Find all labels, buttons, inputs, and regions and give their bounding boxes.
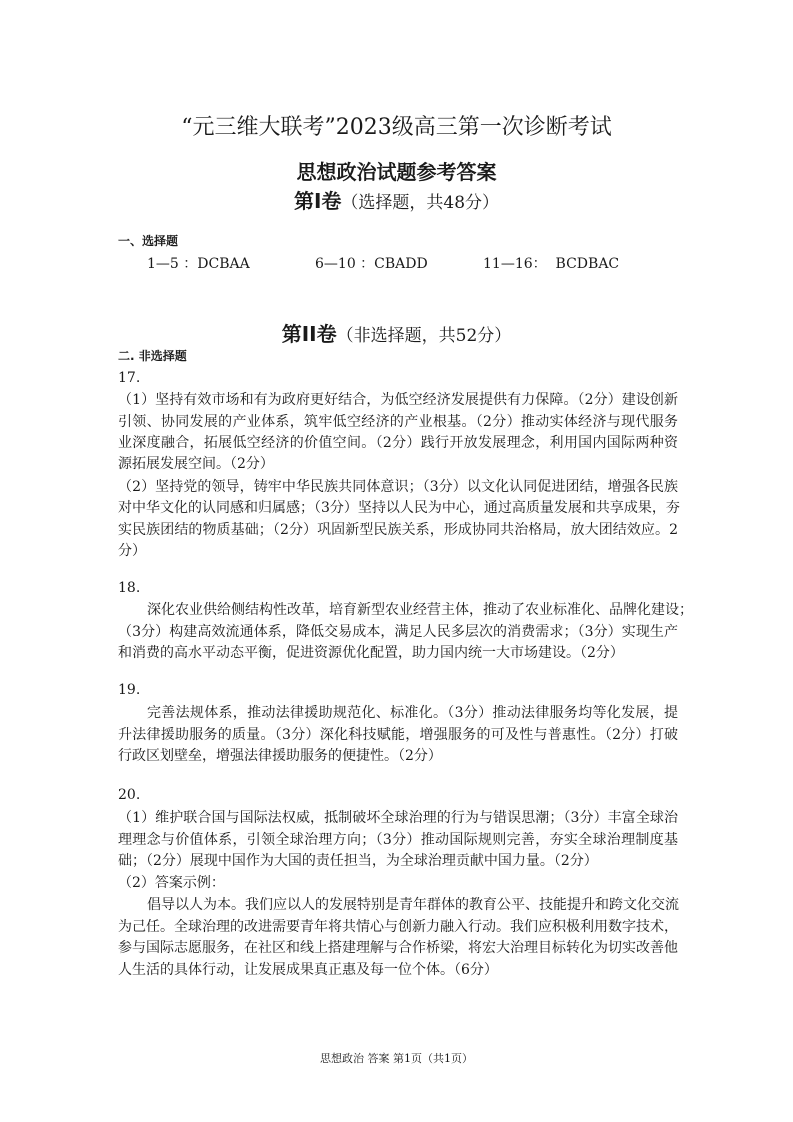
answer-range: 11—16： [483,256,547,272]
question-number: 20. [118,787,141,803]
answer-line: 分） [118,543,146,559]
answer-group-2 [315,254,428,274]
document-subtitle: 思想政治试题参考答案 [296,160,497,184]
answer-value: BCDBAC [555,256,620,272]
answer-line: （1）坚持有效市场和有为政府更好结合，为低空经济发展提供有力保障。（2分）建设创新 [118,392,678,408]
answer-line: 理理念与价值体系，引领全球治理方向；（3分）推动国际规则完善，夯实全球治理制度基 [118,832,678,848]
answer-line: （3分）构建高效流通体系，降低交易成本，满足人民多层次的消费需求；（3分）实现生产 [118,624,678,640]
part1-note: （选择题，共48分） [341,193,500,213]
answer-line: 升法律援助服务的质量。（3分）深化科技赋能，增强服务的可及性与普惠性。（2分）打破 [118,727,678,743]
answer-range: 1—5 ： [147,256,198,272]
answer-line: 和消费的高水平动态平衡，促进资源优化配置，助力国内统一大市场建设。（2分） [118,645,624,661]
answer-group-3 [483,254,619,274]
answer-line: 完善法规体系，推动法律援助规范化、标准化。（3分）推动法律服务均等化发展，提 [147,705,678,721]
answer-line: 参与国际志愿服务，在社区和线上搭建理解与合作桥梁，将宏大治理目标转化为切实改善他 [118,940,678,956]
answer-label: （2）答案示例： [118,875,225,891]
answer-line: 实民族团结的物质基础；（2分）巩固新型民族关系，形成协同共治格局，放大团结效应。2 [118,522,678,538]
answer-line: 源拓展发展空间。（2分） [118,456,274,472]
answer-line: 行政区划壁垒，增强法律援助服务的便捷性。（2分） [118,748,442,764]
exam-title: “元三维大联考”2023级高三第一次诊断考试 [181,115,612,140]
answer-line: （1）维护联合国与国际法权威，抵制破坏全球治理的行为与错误思潮；（3分）丰富全球治 [118,810,678,826]
answer-line: 对中华文化的认同感和归属感；（3分）坚持以人民为中心，通过高质量发展和共享成果，夯 [118,500,680,516]
part2-note: （非选择题，共52分） [336,326,512,346]
section-nonchoice-heading: 二. 非选择题 [118,349,187,363]
answer-line: 深化农业供给侧结构性改革，培育新型农业经营主体，推动了农业标准化、品牌化建设； [147,602,693,618]
part1-heading [0,187,793,217]
part1-title: 第I卷 [293,189,342,213]
section-choice-heading: 一、选择题 [118,234,179,248]
answer-group-1 [147,254,250,274]
answer-value: DCBAA [197,256,250,272]
answer-line: 为己任。全球治理的改进需要青年将共情心与创新力融入行动。我们应积极利用数字技术， [118,919,678,935]
answer-line: 础；（2分）展现中国作为大国的责任担当，为全球治理贡献中国力量。（2分） [118,853,598,869]
answer-line: 引领、协同发展的产业体系，筑牢低空经济的产业根基。（2分）推动实体经济与现代服务 [118,414,678,430]
answer-line: 业深度融合，拓展低空经济的价值空间。（2分）践行开放发展理念，利用国内国际两种资 [118,435,678,451]
page-footer: 思想政治 答案 第1页（共1页） [320,1052,473,1065]
question-number: 18. [118,580,141,596]
question-number: 17. [118,370,141,386]
question-number: 19. [118,682,141,698]
answer-line: 人生活的具体行动，让发展成果真正惠及每一位个体。（6分） [118,962,498,978]
answer-line: （2）坚持党的领导，铸牢中华民族共同体意识；（3分）以文化认同促进团结，增强各民族 [118,479,678,495]
answer-range: 6—10 ： [315,256,375,272]
part2-title: 第II卷 [281,322,337,346]
answer-line: 倡导以人为本。我们应以人的发展特别是青年群体的教育公平、技能提升和跨文化交流 [147,897,679,913]
answer-value: CBADD [374,256,428,272]
